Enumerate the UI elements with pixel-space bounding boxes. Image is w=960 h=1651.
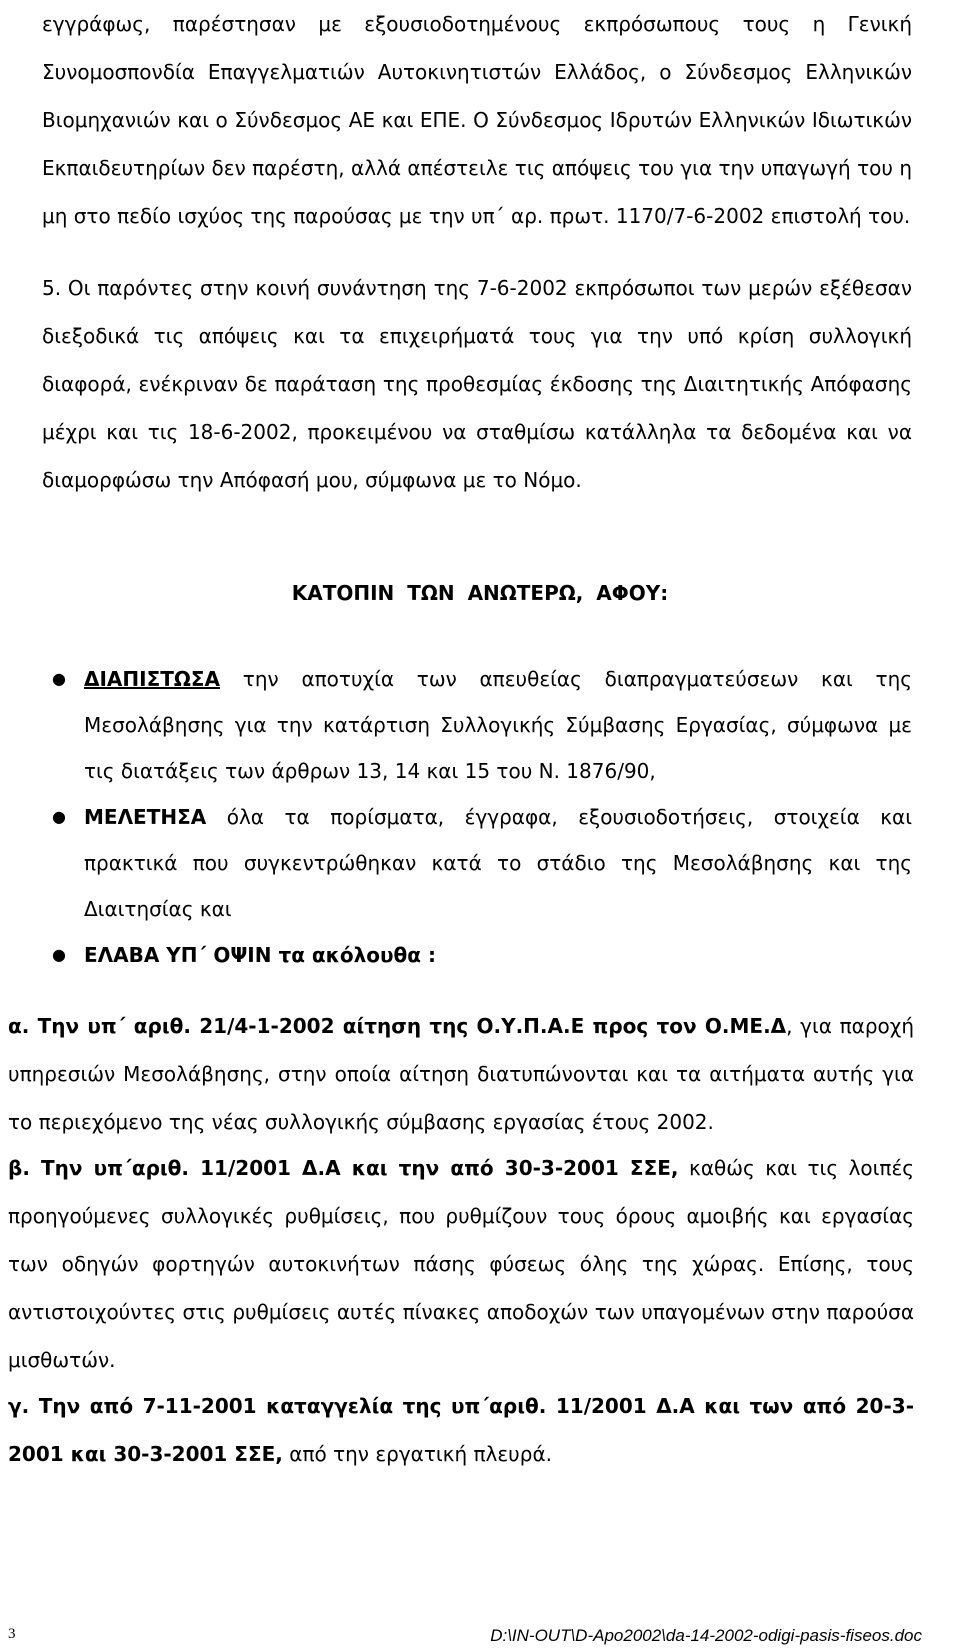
list-item [42,932,912,978]
item-c [8,1382,914,1478]
list-item-text: την αποτυχία των απευθείας διαπραγματεύσεων και της Μεσολάβησης για την κατάρτιση Συλλογικής Σύμβασης Εργασίας, σύμφωνα με τις διατάξεις των άρθρων 13, 14 και 15 του Ν. 1876/90, [84,667,912,783]
list-item-lead: ΔΙΑΠΙΣΤΩΣΑ [84,667,221,691]
bullet-icon: ● [52,945,66,964]
findings-list [42,656,912,978]
item-b [8,1144,914,1384]
item-a-text: , για παροχή υπηρεσιών Μεσολάβησης, στην οποία αίτηση διατυπώνονται και τα αιτήματα αυτής για το περιεχόμενο της νέας συλλογικής σύμβασης εργασίας έτους 2002. [8,1014,915,1134]
file-path-footer: D:\IN-OUT\D-Apo2002\da-14-2002-odigi-pasis-fiseos.doc [490,1626,922,1645]
bullet-icon: ● [52,807,66,826]
paragraph-4-continuation: εγγράφως, παρέστησαν με εξουσιοδοτημένους εκπρόσωπους τους η Γενική Συνομοσπονδία Επαγγελματιών Αυτοκινητιστών Ελλάδος, ο Σύνδεσμος Ελληνικών Βιομηχανιών και ο Σύνδεσμος ΑΕ και ΕΠΕ. Ο Σύνδεσμος Ιδρυτών Ελληνικών Ιδιωτικών Εκπαιδευτηρίων δεν παρέστη, αλλά απέστειλε τις απόψεις του για την υπαγωγή του η μη στο πεδίο ισχύος της παρούσας με την υπ΄ αρ. πρωτ. 1170/7-6-2002 επιστολή του. [42,12,912,228]
page-number: 3 [8,1626,16,1642]
list-item-text: όλα τα πορίσματα, έγγραφα, εξουσιοδοτήσεις, στοιχεία και πρακτικά που συγκεντρώθηκαν κατά το στάδιο της Μεσολάβησης και της Διαιτησίας και [84,805,912,921]
item-b-lead: β. Την υπ΄αριθ. 11/2001 Δ.Α και την από 30-3-2001 ΣΣΕ, [8,1156,679,1180]
paragraph-5: 5. Οι παρόντες στην κοινή συνάντηση της 7-6-2002 εκπρόσωποι των μερών εξέθεσαν διεξοδικά τις απόψεις και τα επιχειρήματά τους για την υπό κρίση συλλογική διαφορά, ενέκριναν δε παράταση της προθεσμίας έκδοσης της Διαιτητικής Απόφασης μέχρι και τις 18-6-2002, προκειμένου να σταθμίσω κατάλληλα τα δεδομένα και να διαμορφώσω την Απόφασή μου, σύμφωνα με το Νόμο. [42,276,912,492]
list-item [42,656,912,794]
list-item [42,794,912,932]
bullet-icon: ● [52,669,66,688]
item-b-text: καθώς και τις λοιπές προηγούμενες συλλογικές ρυθμίσεις, που ρυθμίζουν τους όρους αμοιβής και εργασίας των οδηγών φορτηγών αυτοκινήτων πάσης φύσεως όλης της χώρας. Επίσης, τους αντιστοιχούντες στις ρυθμίσεις αυτές πίνακες αποδοχών των υπαγομένων στην παρούσα μισθωτών. [8,1156,915,1372]
list-item-lead: ΕΛΑΒΑ ΥΠ΄ ΟΨΙΝ τα ακόλουθα : [84,943,436,967]
item-c-text: από την εργατική πλευρά. [282,1442,552,1466]
section-heading: ΚΑΤΟΠΙΝ ΤΩΝ ΑΝΩΤΕΡΩ, ΑΦΟΥ: [291,581,669,605]
item-a [8,1002,914,1146]
item-a-lead: α. Την υπ΄ αριθ. 21/4-1-2002 αίτηση της Ο.Υ.Π.Α.Ε προς τον Ο.ΜΕ.Δ [8,1014,787,1038]
list-item-lead: ΜΕΛΕΤΗΣΑ [84,805,207,829]
item-c-lead: γ. Την από 7-11-2001 καταγγελία της υπ΄αριθ. 11/2001 Δ.Α και των από 20-3-2001 και 30-3-2001 ΣΣΕ, [8,1394,914,1466]
